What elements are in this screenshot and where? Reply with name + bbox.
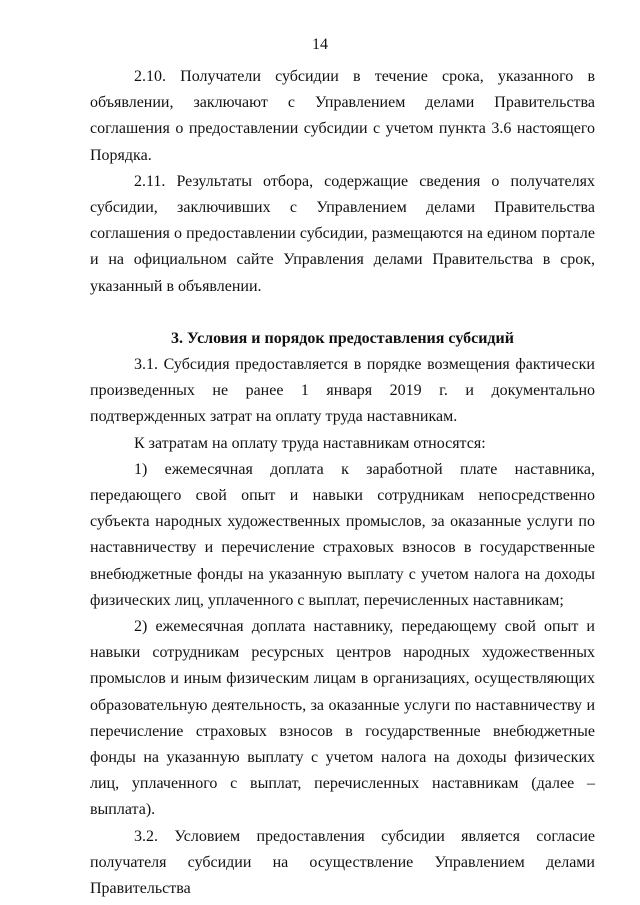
costs-intro: К затратам на оплату труда наставникам относятся: [134,434,486,452]
page-number: 14 [312,36,328,53]
paragraph-2-10: 2.10. Получатели субсидии в течение срока, указанного в объявлении, заключают с Управлением делами Правительства соглашения о предоставлении субсидии с учетом пункта 3.6 настоящего Порядка. [90,68,595,164]
list-item-1: 1) ежемесячная доплата к заработной плате наставника, передающего свой опыт и навыки сотрудникам непосредственно субъекта народных художественных промыслов, за оказанные услуги по наставничеству и перечисление страховых взносов в государственные внебюджетные фонды на указанную выплату с учетом налога на доходы физических лиц, уплаченного с выплат, перечисленных наставникам; [90,460,595,609]
list-item-2: 2) ежемесячная доплата наставнику, передающему свой опыт и навыки сотрудникам ресурсных центров народных художественных промыслов и иным физическим лицам в организациях, осуществляющих образовательную деятельность, за оказанные услуги по наставничеству и перечисление страховых взносов в государственные внебюджетные фонды на указанную выплату с учетом налога на доходы физических лиц, уплаченного с выплат, перечисленных наставникам (далее – выплата). [90,618,595,819]
section-3-heading: 3. Условия и порядок предоставления субсидий [171,329,514,347]
paragraph-3-1: 3.1. Субсидия предоставляется в порядке возмещения фактически произведенных не ранее 1 января 2019 г. и документально подтвержденных затрат на оплату труда наставникам. [90,356,595,426]
document-body [90,64,595,902]
paragraph-2-11: 2.11. Результаты отбора, содержащие сведения о получателях субсидии, заключивших с Управлением делами Правительства соглашения о предоставлении субсидии, размещаются на едином портале и на официальном сайте Управления делами Правительства в срок, указанный в объявлении. [90,172,595,295]
paragraph-3-2: 3.2. Условием предоставления субсидии является согласие получателя субсидии на осуществление Управлением делами Правительства [90,827,595,898]
